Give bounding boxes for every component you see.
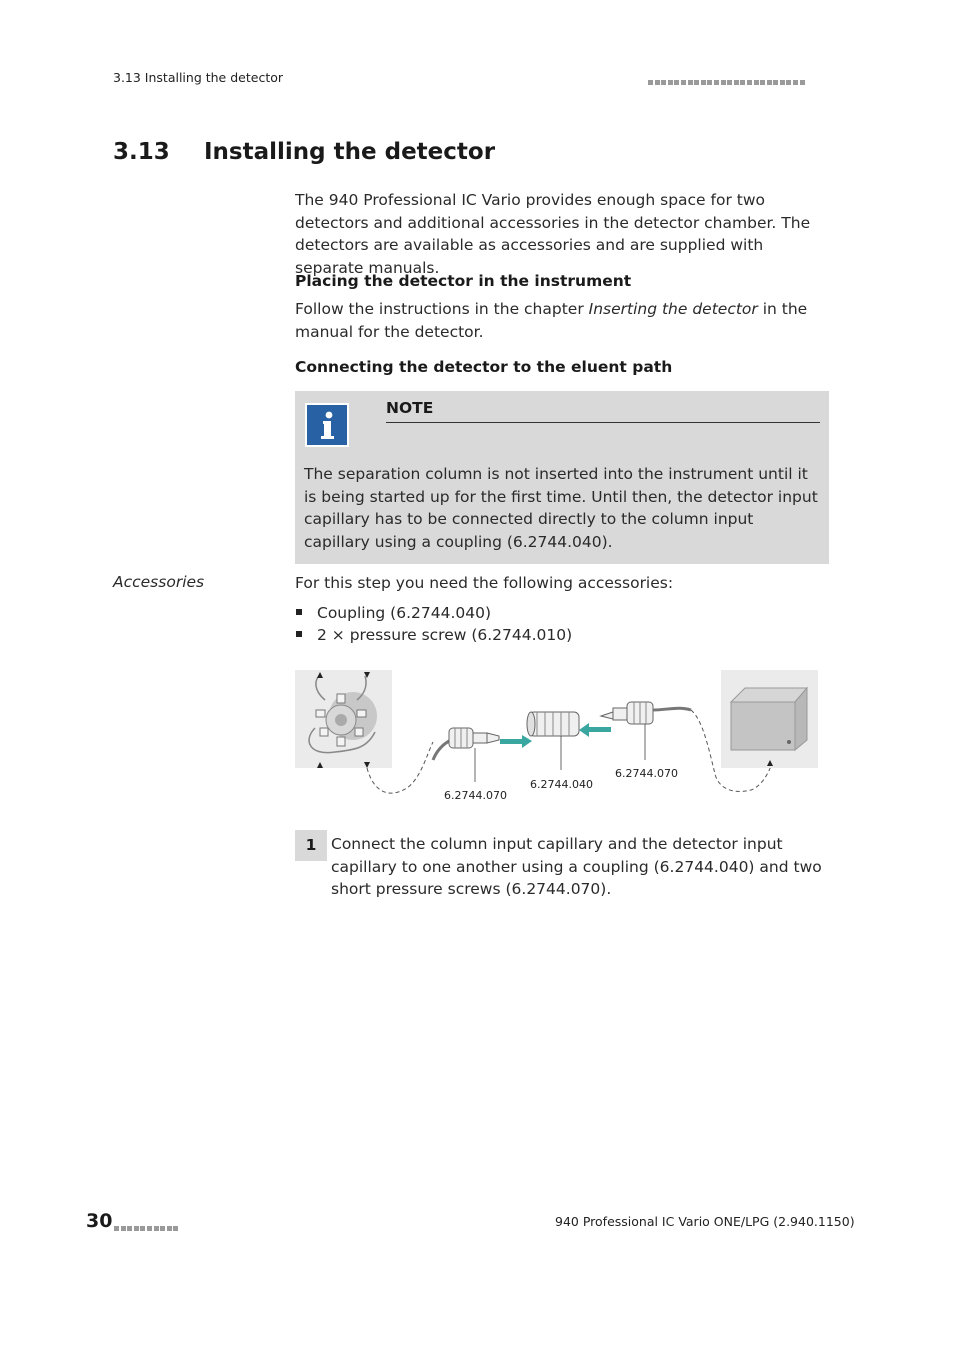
label-pressure-screw-right: 6.2744.070 (615, 767, 678, 780)
list-item: 2 × pressure screw (6.2744.010) (296, 626, 572, 644)
note-divider (386, 422, 820, 423)
note-box (295, 391, 829, 564)
step-text: Connect the column input capillary and the detector input capillary to one another using a coupling (6.2744.040) and two short pressure screws (6.2744.070). (331, 835, 822, 898)
header-square-decoration (648, 72, 806, 91)
placing-paragraph: Follow the instructions in the chapter Inserting the detector in the manual for the detector. (295, 300, 808, 341)
connecting-heading: Connecting the detector to the eluent path (295, 358, 673, 376)
note-text: The separation column is not inserted into the instrument until it is being started up for the first time. Until then, the detector input capillary has to be connected directly to the column input capillary using a coupling (6.2744.040). (304, 465, 818, 551)
coupling-figure (295, 670, 819, 810)
arrow-right-icon (500, 735, 532, 748)
list-item: Coupling (6.2744.040) (296, 604, 491, 622)
step-number: 1 (295, 830, 327, 861)
footer-square-decoration (114, 1218, 180, 1237)
accessories-intro: For this step you need the following accessories: (295, 574, 674, 592)
page-number: 30 (86, 1210, 113, 1232)
detector-icon (731, 688, 807, 750)
intro-paragraph: The 940 Professional IC Vario provides enough space for two detectors and additional accessories in the detector chamber. The detectors are available as accessories and are supplied with separate manuals. (295, 191, 811, 277)
chapter-number: 3.13 (113, 139, 170, 165)
pressure-screw-left-icon (433, 728, 499, 760)
footer-document-title: 940 Professional IC Vario ONE/LPG (2.940.1150) (555, 1214, 855, 1229)
accessories-margin-label: Accessories (113, 573, 205, 591)
label-pressure-screw-left: 6.2744.070 (444, 789, 507, 802)
arrow-left-icon (579, 723, 611, 737)
pressure-screw-right-icon (601, 702, 691, 724)
coupling-icon (527, 712, 579, 736)
note-title: NOTE (386, 399, 434, 417)
info-icon (305, 403, 349, 447)
chapter-heading (113, 139, 495, 165)
running-header-title: 3.13 Installing the detector (113, 70, 284, 85)
chapter-title: Installing the detector (204, 139, 496, 165)
label-coupling: 6.2744.040 (530, 778, 593, 791)
chapter-reference: Inserting the detector (588, 300, 758, 318)
placing-heading: Placing the detector in the instrument (295, 272, 632, 290)
